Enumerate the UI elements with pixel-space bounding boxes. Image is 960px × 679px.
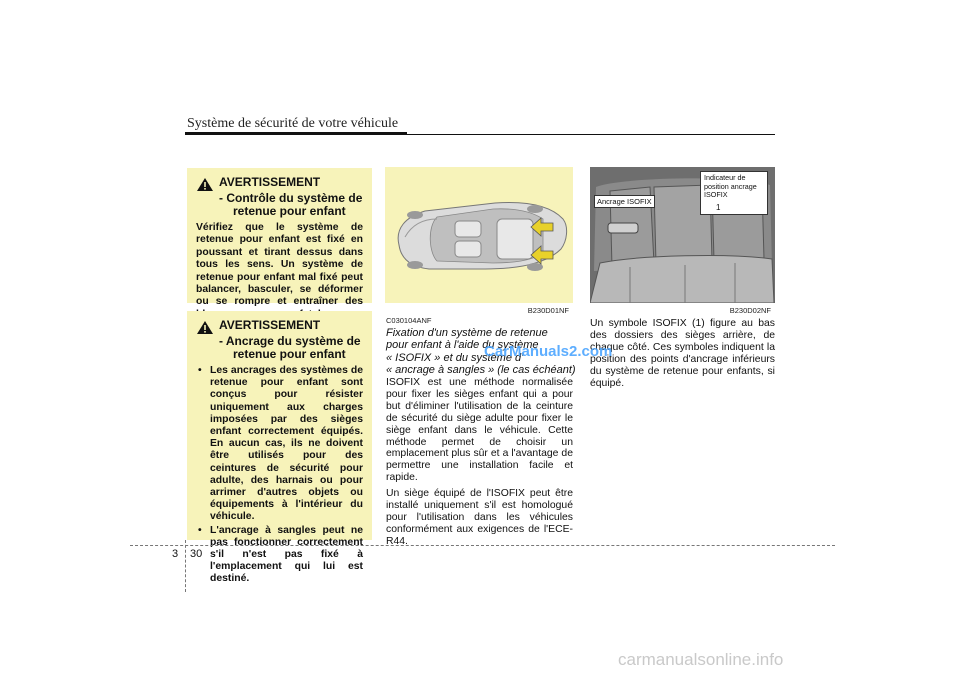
indicator-label-line: position ancrage: [704, 181, 757, 191]
warning-title: AVERTISSEMENT: [219, 175, 321, 189]
warning-subtitle: - Contrôle du système de: [219, 191, 363, 205]
figure-code: B230D02NF: [729, 306, 771, 315]
warning-bullet-list: [196, 365, 363, 586]
indicator-label-line: ISOFIX: [704, 190, 728, 199]
figure-rear-seat: [590, 167, 775, 315]
warning-triangle-icon: [196, 177, 214, 192]
warning-title: AVERTISSEMENT: [219, 318, 321, 332]
section-code: C030104ANF: [386, 316, 432, 325]
label-isofix-indicator: [700, 171, 768, 215]
watermark: CarManuals2.com: [484, 343, 613, 360]
warning-subtitle: - Ancrage du système de: [219, 334, 361, 348]
section-heading-line: « ISOFIX » et du système d': [386, 351, 524, 364]
section-heading-line: Fixation d'un système de retenue: [386, 327, 548, 339]
paragraph: Un symbole ISOFIX (1) figure au bas des dossiers des sièges arrière, de chaque côté. Ces symboles indiquent la position des points d'ancrage inférieurs du système de retenue pour enfants, si équipé.: [590, 318, 775, 389]
warning-body: Vérifiez que le système de retenue pour enfant est fixé en poussant et tirant dessus dans tous les sens. Un système de retenue pour enfant mal fixé peut balancer, basculer, se déformer ou se rompre et entraîner des: [196, 222, 363, 308]
header-rule-thin: [185, 134, 775, 135]
figure-car-top-view: [385, 167, 573, 315]
indicator-label-line: Indicateur de: [704, 173, 746, 182]
footer-dashed-line: [130, 545, 835, 546]
label-isofix-anchor: Ancrage ISOFIX: [594, 195, 655, 208]
right-column-body: [590, 318, 775, 393]
section-heading-line: pour enfant à l'aide du système: [386, 339, 539, 352]
warning-subtitle-cont: retenue pour enfant: [233, 347, 346, 361]
figure-code: B230D01NF: [527, 306, 569, 315]
warning-bullet: • L'ancrage à sangles peut ne pas fonctionner correctement s'il n'est pas fixé à l'emplacement qui lui est destiné.: [196, 525, 363, 586]
warning-triangle-icon: [196, 320, 214, 335]
label-number-1: 1: [716, 203, 721, 212]
page-number: 30: [190, 548, 203, 560]
chapter-number: 3: [172, 548, 179, 560]
site-watermark: carmanualsonline.info: [618, 650, 784, 669]
page-header-title: Système de sécurité de votre véhicule: [187, 116, 399, 131]
warning-bullet: • Les ancrages des systèmes de retenue pour enfant sont conçus pour résister uniquement aux charges imposées par des sièges enfant correctement équipés. En aucun cas, ils ne doivent être utilisés pour des ceintures de sécurité pour adulte, des harnais ou pour arrimer d'autres objets ou équipements à l'intérieur du véhicule.: [196, 365, 363, 524]
car-top-view-illustration: [385, 167, 573, 303]
paragraph: ISOFIX est une méthode normalisée pour fixer les sièges enfant qui a pour but d'éliminer l'utilisation de la ceinture de sécurité du siège adulte pour fixer le siège enfant dans le véhicule. Cette méthode permet de choisir un emplacement plus sûr et a l'avantage de permettre une installation facile et rapide.: [386, 377, 573, 484]
paragraph: Un siège équipé de l'ISOFIX peut être installé uniquement s'il est homologué pour l'utilisation dans les véhicules conformément aux exigences de l'ECE-R44.: [386, 488, 573, 547]
section-body: [386, 377, 573, 552]
warning-box-child-restraint-check: [187, 168, 372, 308]
footer-vertical-dashed-line: [185, 540, 186, 592]
warning-subtitle-cont: retenue pour enfant: [233, 204, 346, 218]
section-heading-line: « ancrage à sangles » (le cas échéant): [386, 364, 576, 377]
